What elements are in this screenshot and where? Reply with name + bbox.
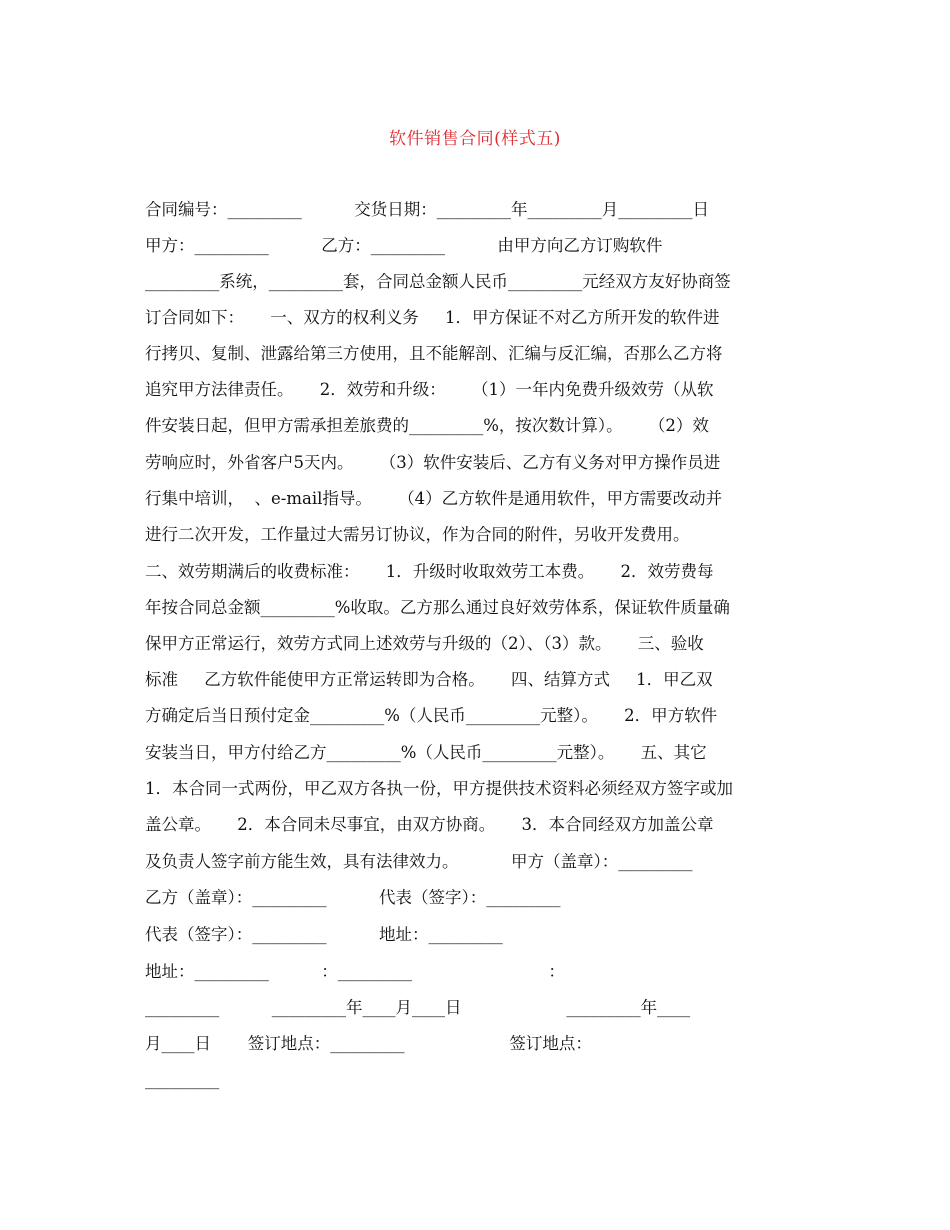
contract-title: 软件销售合同(样式五): [389, 129, 561, 149]
contract-line: 1．本合同一式两份，甲乙双方各执一份，甲方提供技术资料必须经双方签字或加: [145, 779, 733, 798]
contract-line: 合同编号：_________ 交货日期：_________年_________月_________日: [145, 200, 709, 219]
contract-line: 代表（签字）：_________ 地址：_________: [145, 925, 503, 944]
contract-line: 追究甲方法律责任。 2．效劳和升级： （1）一年内免费升级效劳（从软: [145, 380, 714, 399]
contract-line: 行集中培训， 、e-mail指导。 （4）乙方软件是通用软件，甲方需要改动并: [145, 489, 723, 508]
contract-line: 劳响应时，外省客户5天内。 （3）软件安装后、乙方有义务对甲方操作员进: [145, 453, 721, 472]
contract-line: _________系统，_________套，合同总金额人民币_________元经双方友好协商签: [145, 272, 731, 291]
contract-line: 安装当日，甲方付给乙方_________%（人民币_________元整）。 五、其它: [145, 743, 707, 762]
contract-line: 地址：_________ ：_________ ：: [145, 962, 565, 981]
contract-line: _________ _________年____月____日 _________年____: [145, 998, 691, 1017]
contract-line: 订合同如下： 一、双方的权利义务 1．甲方保证不对乙方所开发的软件进: [145, 308, 720, 327]
contract-line: 甲方：_________ 乙方：_________ 由甲方向乙方订购软件: [145, 236, 663, 255]
contract-line: 盖公章。 2．本合同未尽事宜，由双方协商。 3．本合同经双方加盖公章: [145, 815, 714, 834]
contract-line: 二、效劳期满后的收费标准： 1．升级时收取效劳工本费。 2．效劳费每: [145, 562, 714, 581]
contract-line: 乙方（盖章）：_________ 代表（签字）：_________: [145, 888, 561, 907]
contract-line: 方确定后当日预付定金_________%（人民币_________元整）。 2．甲方软件: [145, 706, 718, 725]
contract-line: 行拷贝、复制、泄露给第三方使用，且不能解剖、汇编与反汇编，否那么乙方将: [145, 344, 723, 363]
contract-line: 年按合同总金额_________%收取。乙方那么通过良好效劳体系，保证软件质量确: [145, 598, 730, 617]
contract-line: 标准 乙方软件能使甲方正常运转即为合格。 四、结算方式 1．甲乙双: [145, 670, 713, 689]
contract-line: 保甲方正常运行，效劳方式同上述效劳与升级的（2）、（3）款。 三、验收: [145, 634, 704, 653]
contract-line: 月____日 签订地点：_________ 签订地点：: [145, 1034, 592, 1053]
contract-line: 件安装日起，但甲方需承担差旅费的_________%，按次数计算）。 （2）效: [145, 416, 709, 435]
contract-line: 进行二次开发，工作量过大需另订协议，作为合同的附件，另收开发费用。: [145, 525, 690, 544]
contract-line: 及负责人签字前方能生效，具有法律效力。 甲方（盖章）：_________: [145, 852, 693, 871]
contract-line: _________: [145, 1070, 220, 1089]
